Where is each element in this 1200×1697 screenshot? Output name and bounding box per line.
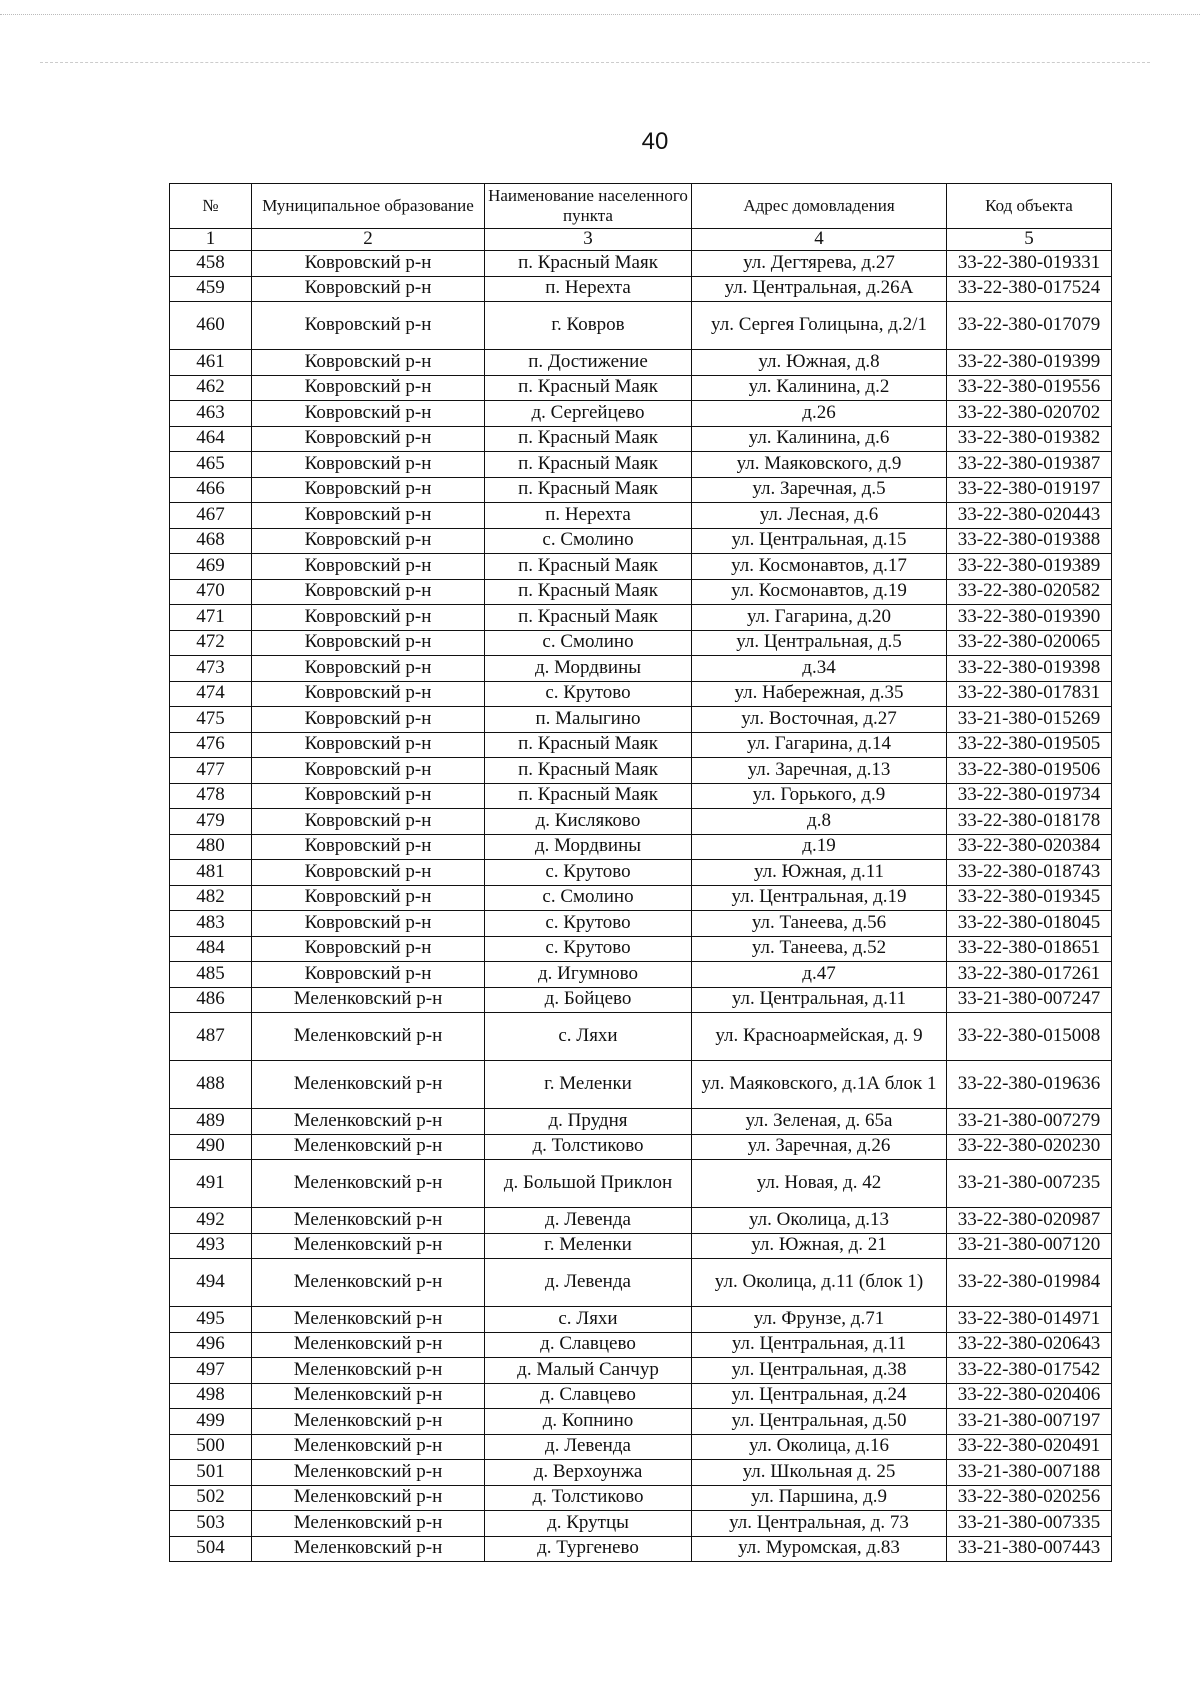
municipality-cell: Ковровский р-н [252, 350, 485, 376]
municipality-cell: Меленковский р-н [252, 1208, 485, 1234]
column-number: 1 [170, 229, 252, 251]
table-row [170, 860, 1112, 886]
table-row [170, 1208, 1112, 1234]
table-row [170, 681, 1112, 707]
row-number: 492 [170, 1208, 252, 1234]
municipality-cell: Меленковский р-н [252, 1460, 485, 1486]
settlement-cell: с. Смолино [485, 528, 692, 554]
header-settlement: Наименование населенного пункта [485, 184, 692, 229]
object-code-cell: 33-22-380-019399 [947, 350, 1112, 376]
settlement-cell: г. Меленки [485, 1061, 692, 1109]
page-number: 40 [641, 128, 669, 155]
address-cell: ул. Центральная, д.5 [692, 630, 947, 656]
object-code-cell: 33-22-380-020643 [947, 1332, 1112, 1358]
address-cell: ул. Танеева, д.52 [692, 936, 947, 962]
address-cell: ул. Центральная, д.50 [692, 1409, 947, 1435]
header-row [170, 184, 1112, 229]
object-code-cell: 33-22-380-019505 [947, 732, 1112, 758]
row-number: 474 [170, 681, 252, 707]
row-number: 483 [170, 911, 252, 937]
object-code-cell: 33-22-380-020443 [947, 503, 1112, 529]
address-cell: ул. Космонавтов, д.19 [692, 579, 947, 605]
table-row [170, 987, 1112, 1013]
row-number: 495 [170, 1307, 252, 1333]
row-number: 458 [170, 251, 252, 277]
settlement-cell: п. Красный Маяк [485, 251, 692, 277]
municipality-cell: Ковровский р-н [252, 707, 485, 733]
object-code-cell: 33-22-380-017079 [947, 302, 1112, 350]
address-cell: ул. Центральная, д.26А [692, 276, 947, 302]
address-cell: ул. Центральная, д.11 [692, 987, 947, 1013]
row-number: 486 [170, 987, 252, 1013]
municipality-cell: Ковровский р-н [252, 834, 485, 860]
table-row [170, 1013, 1112, 1061]
settlement-cell: д. Мордвины [485, 834, 692, 860]
row-number: 472 [170, 630, 252, 656]
address-cell: ул. Околица, д.13 [692, 1208, 947, 1234]
table-row [170, 732, 1112, 758]
object-code-cell: 33-22-380-019345 [947, 885, 1112, 911]
municipality-cell: Меленковский р-н [252, 1307, 485, 1333]
municipality-cell: Меленковский р-н [252, 1061, 485, 1109]
object-code-cell: 33-22-380-020384 [947, 834, 1112, 860]
table-row [170, 1358, 1112, 1384]
row-number: 502 [170, 1485, 252, 1511]
settlement-cell: п. Красный Маяк [485, 426, 692, 452]
header-municipality: Муниципальное образование [252, 184, 485, 229]
registry-table [169, 183, 1112, 1562]
address-cell: ул. Танеева, д.56 [692, 911, 947, 937]
row-number: 487 [170, 1013, 252, 1061]
row-number: 485 [170, 962, 252, 988]
object-code-cell: 33-21-380-007247 [947, 987, 1112, 1013]
settlement-cell: д. Крутцы [485, 1511, 692, 1537]
settlement-cell: п. Красный Маяк [485, 758, 692, 784]
header-address: Адрес домовладения [692, 184, 947, 229]
municipality-cell: Меленковский р-н [252, 1233, 485, 1259]
object-code-cell: 33-22-380-019636 [947, 1061, 1112, 1109]
address-cell: д.34 [692, 656, 947, 682]
municipality-cell: Ковровский р-н [252, 452, 485, 478]
settlement-cell: п. Нерехта [485, 503, 692, 529]
object-code-cell: 33-21-380-015269 [947, 707, 1112, 733]
row-number: 497 [170, 1358, 252, 1384]
table-row [170, 834, 1112, 860]
address-cell: ул. Маяковского, д.9 [692, 452, 947, 478]
table-row [170, 1536, 1112, 1562]
row-number: 481 [170, 860, 252, 886]
municipality-cell: Меленковский р-н [252, 1409, 485, 1435]
row-number: 464 [170, 426, 252, 452]
object-code-cell: 33-22-380-019390 [947, 605, 1112, 631]
municipality-cell: Ковровский р-н [252, 681, 485, 707]
municipality-cell: Ковровский р-н [252, 962, 485, 988]
settlement-cell: д. Славцево [485, 1332, 692, 1358]
municipality-cell: Меленковский р-н [252, 1332, 485, 1358]
municipality-cell: Ковровский р-н [252, 302, 485, 350]
object-code-cell: 33-21-380-007235 [947, 1160, 1112, 1208]
row-number: 491 [170, 1160, 252, 1208]
municipality-cell: Меленковский р-н [252, 1536, 485, 1562]
municipality-cell: Меленковский р-н [252, 1434, 485, 1460]
address-cell: ул. Маяковского, д.1А блок 1 [692, 1061, 947, 1109]
table-row [170, 1460, 1112, 1486]
settlement-cell: п. Нерехта [485, 276, 692, 302]
address-cell: ул. Дегтярева, д.27 [692, 251, 947, 277]
table-row [170, 1160, 1112, 1208]
settlement-cell: п. Красный Маяк [485, 732, 692, 758]
row-number: 484 [170, 936, 252, 962]
table-row [170, 452, 1112, 478]
settlement-cell: д. Большой Приклон [485, 1160, 692, 1208]
table-row [170, 375, 1112, 401]
settlement-cell: с. Смолино [485, 630, 692, 656]
table-row [170, 783, 1112, 809]
municipality-cell: Меленковский р-н [252, 1259, 485, 1307]
settlement-cell: п. Малыгино [485, 707, 692, 733]
address-cell: д.47 [692, 962, 947, 988]
municipality-cell: Меленковский р-н [252, 1013, 485, 1061]
address-cell: ул. Заречная, д.13 [692, 758, 947, 784]
municipality-cell: Меленковский р-н [252, 1160, 485, 1208]
row-number: 504 [170, 1536, 252, 1562]
row-number: 469 [170, 554, 252, 580]
table-row [170, 528, 1112, 554]
row-number: 460 [170, 302, 252, 350]
address-cell: ул. Южная, д.8 [692, 350, 947, 376]
address-cell: ул. Калинина, д.6 [692, 426, 947, 452]
settlement-cell: д. Верхоунжа [485, 1460, 692, 1486]
object-code-cell: 33-22-380-015008 [947, 1013, 1112, 1061]
settlement-cell: п. Красный Маяк [485, 375, 692, 401]
column-number: 2 [252, 229, 485, 251]
municipality-cell: Меленковский р-н [252, 1511, 485, 1537]
table-row [170, 605, 1112, 631]
object-code-cell: 33-22-380-019398 [947, 656, 1112, 682]
municipality-cell: Ковровский р-н [252, 911, 485, 937]
table-row [170, 1485, 1112, 1511]
object-code-cell: 33-21-380-007188 [947, 1460, 1112, 1486]
settlement-cell: д. Левенда [485, 1208, 692, 1234]
row-number: 488 [170, 1061, 252, 1109]
settlement-cell: п. Достижение [485, 350, 692, 376]
row-number: 503 [170, 1511, 252, 1537]
object-code-cell: 33-22-380-019388 [947, 528, 1112, 554]
row-number: 463 [170, 401, 252, 427]
table-row [170, 656, 1112, 682]
object-code-cell: 33-21-380-007443 [947, 1536, 1112, 1562]
settlement-cell: п. Красный Маяк [485, 783, 692, 809]
table-row [170, 503, 1112, 529]
address-cell: ул. Зеленая, д. 65а [692, 1109, 947, 1135]
table-row [170, 707, 1112, 733]
scan-artifact-line [40, 62, 1150, 64]
municipality-cell: Ковровский р-н [252, 426, 485, 452]
object-code-cell: 33-22-380-020491 [947, 1434, 1112, 1460]
settlement-cell: г. Ковров [485, 302, 692, 350]
address-cell: ул. Лесная, д.6 [692, 503, 947, 529]
object-code-cell: 33-22-380-019382 [947, 426, 1112, 452]
settlement-cell: д. Кисляково [485, 809, 692, 835]
row-number: 466 [170, 477, 252, 503]
address-cell: ул. Новая, д. 42 [692, 1160, 947, 1208]
row-number: 496 [170, 1332, 252, 1358]
settlement-cell: д. Левенда [485, 1259, 692, 1307]
object-code-cell: 33-22-380-019506 [947, 758, 1112, 784]
object-code-cell: 33-22-380-017261 [947, 962, 1112, 988]
object-code-cell: 33-22-380-019984 [947, 1259, 1112, 1307]
municipality-cell: Ковровский р-н [252, 401, 485, 427]
settlement-cell: п. Красный Маяк [485, 605, 692, 631]
object-code-cell: 33-22-380-019389 [947, 554, 1112, 580]
object-code-cell: 33-21-380-007279 [947, 1109, 1112, 1135]
object-code-cell: 33-22-380-019387 [947, 452, 1112, 478]
row-number: 459 [170, 276, 252, 302]
address-cell: ул. Околица, д.11 (блок 1) [692, 1259, 947, 1307]
settlement-cell: с. Крутово [485, 860, 692, 886]
municipality-cell: Ковровский р-н [252, 630, 485, 656]
address-cell: ул. Школьная д. 25 [692, 1460, 947, 1486]
row-number: 500 [170, 1434, 252, 1460]
municipality-cell: Меленковский р-н [252, 1134, 485, 1160]
object-code-cell: 33-22-380-018651 [947, 936, 1112, 962]
municipality-cell: Ковровский р-н [252, 936, 485, 962]
object-code-cell: 33-22-380-019197 [947, 477, 1112, 503]
table-row [170, 911, 1112, 937]
row-number: 465 [170, 452, 252, 478]
object-code-cell: 33-22-380-020065 [947, 630, 1112, 656]
table-row [170, 809, 1112, 835]
municipality-cell: Ковровский р-н [252, 554, 485, 580]
municipality-cell: Ковровский р-н [252, 758, 485, 784]
row-number: 494 [170, 1259, 252, 1307]
table-row [170, 1434, 1112, 1460]
table-row [170, 936, 1112, 962]
settlement-cell: с. Ляхи [485, 1307, 692, 1333]
address-cell: ул. Центральная, д.11 [692, 1332, 947, 1358]
object-code-cell: 33-22-380-020256 [947, 1485, 1112, 1511]
address-cell: ул. Южная, д.11 [692, 860, 947, 886]
object-code-cell: 33-22-380-019331 [947, 251, 1112, 277]
table-row [170, 477, 1112, 503]
table-row [170, 554, 1112, 580]
object-code-cell: 33-22-380-018178 [947, 809, 1112, 835]
table-body [170, 251, 1112, 1562]
settlement-cell: д. Толстиково [485, 1485, 692, 1511]
object-code-cell: 33-22-380-019734 [947, 783, 1112, 809]
row-number: 480 [170, 834, 252, 860]
address-cell: ул. Восточная, д.27 [692, 707, 947, 733]
address-cell: ул. Сергея Голицына, д.2/1 [692, 302, 947, 350]
object-code-cell: 33-21-380-007120 [947, 1233, 1112, 1259]
table-row [170, 1307, 1112, 1333]
municipality-cell: Ковровский р-н [252, 860, 485, 886]
object-code-cell: 33-22-380-020582 [947, 579, 1112, 605]
table-row [170, 579, 1112, 605]
row-number: 501 [170, 1460, 252, 1486]
settlement-cell: д. Копнино [485, 1409, 692, 1435]
municipality-cell: Ковровский р-н [252, 605, 485, 631]
row-number: 462 [170, 375, 252, 401]
settlement-cell: г. Меленки [485, 1233, 692, 1259]
object-code-cell: 33-22-380-019556 [947, 375, 1112, 401]
municipality-cell: Ковровский р-н [252, 732, 485, 758]
municipality-cell: Ковровский р-н [252, 656, 485, 682]
settlement-cell: д. Игумново [485, 962, 692, 988]
row-number: 478 [170, 783, 252, 809]
row-number: 468 [170, 528, 252, 554]
table-row [170, 1511, 1112, 1537]
municipality-cell: Ковровский р-н [252, 885, 485, 911]
table-row [170, 1332, 1112, 1358]
municipality-cell: Ковровский р-н [252, 528, 485, 554]
municipality-cell: Ковровский р-н [252, 809, 485, 835]
header-object-code: Код объекта [947, 184, 1112, 229]
column-number: 5 [947, 229, 1112, 251]
address-cell: ул. Калинина, д.2 [692, 375, 947, 401]
settlement-cell: с. Крутово [485, 681, 692, 707]
municipality-cell: Меленковский р-н [252, 987, 485, 1013]
object-code-cell: 33-22-380-017831 [947, 681, 1112, 707]
object-code-cell: 33-22-380-017542 [947, 1358, 1112, 1384]
address-cell: ул. Набережная, д.35 [692, 681, 947, 707]
table-row [170, 1383, 1112, 1409]
row-number: 482 [170, 885, 252, 911]
object-code-cell: 33-21-380-007197 [947, 1409, 1112, 1435]
row-number: 461 [170, 350, 252, 376]
settlement-cell: д. Славцево [485, 1383, 692, 1409]
settlement-cell: с. Крутово [485, 911, 692, 937]
address-cell: ул. Центральная, д. 73 [692, 1511, 947, 1537]
settlement-cell: д. Прудня [485, 1109, 692, 1135]
address-cell: ул. Центральная, д.15 [692, 528, 947, 554]
address-cell: ул. Центральная, д.24 [692, 1383, 947, 1409]
settlement-cell: д. Толстиково [485, 1134, 692, 1160]
object-code-cell: 33-22-380-020406 [947, 1383, 1112, 1409]
table-row [170, 1233, 1112, 1259]
municipality-cell: Ковровский р-н [252, 503, 485, 529]
settlement-cell: с. Ляхи [485, 1013, 692, 1061]
table-row [170, 1409, 1112, 1435]
row-number: 471 [170, 605, 252, 631]
table-row [170, 1061, 1112, 1109]
settlement-cell: п. Красный Маяк [485, 477, 692, 503]
settlement-cell: п. Красный Маяк [485, 452, 692, 478]
address-cell: ул. Центральная, д.19 [692, 885, 947, 911]
address-cell: ул. Муромская, д.83 [692, 1536, 947, 1562]
table-row [170, 350, 1112, 376]
column-number: 3 [485, 229, 692, 251]
table-row [170, 426, 1112, 452]
address-cell: д.26 [692, 401, 947, 427]
row-number: 498 [170, 1383, 252, 1409]
municipality-cell: Меленковский р-н [252, 1358, 485, 1384]
table-row [170, 401, 1112, 427]
municipality-cell: Ковровский р-н [252, 579, 485, 605]
address-cell: ул. Горького, д.9 [692, 783, 947, 809]
table-row [170, 1134, 1112, 1160]
row-number: 490 [170, 1134, 252, 1160]
address-cell: ул. Заречная, д.26 [692, 1134, 947, 1160]
address-cell: ул. Южная, д. 21 [692, 1233, 947, 1259]
row-number: 475 [170, 707, 252, 733]
municipality-cell: Меленковский р-н [252, 1109, 485, 1135]
row-number: 467 [170, 503, 252, 529]
address-cell: ул. Гагарина, д.20 [692, 605, 947, 631]
address-cell: д.8 [692, 809, 947, 835]
settlement-cell: п. Красный Маяк [485, 554, 692, 580]
column-number: 4 [692, 229, 947, 251]
row-number: 499 [170, 1409, 252, 1435]
object-code-cell: 33-22-380-018743 [947, 860, 1112, 886]
row-number: 477 [170, 758, 252, 784]
settlement-cell: д. Тургенево [485, 1536, 692, 1562]
table-row [170, 276, 1112, 302]
address-cell: д.19 [692, 834, 947, 860]
column-number-row [170, 229, 1112, 251]
table-row [170, 302, 1112, 350]
table-row [170, 962, 1112, 988]
table-row [170, 1109, 1112, 1135]
row-number: 489 [170, 1109, 252, 1135]
settlement-cell: д. Малый Санчур [485, 1358, 692, 1384]
object-code-cell: 33-22-380-020702 [947, 401, 1112, 427]
municipality-cell: Ковровский р-н [252, 276, 485, 302]
municipality-cell: Ковровский р-н [252, 375, 485, 401]
object-code-cell: 33-22-380-020230 [947, 1134, 1112, 1160]
municipality-cell: Меленковский р-н [252, 1485, 485, 1511]
table-row [170, 885, 1112, 911]
header-number: № [170, 184, 252, 229]
settlement-cell: с. Крутово [485, 936, 692, 962]
object-code-cell: 33-22-380-020987 [947, 1208, 1112, 1234]
address-cell: ул. Гагарина, д.14 [692, 732, 947, 758]
table-row [170, 758, 1112, 784]
municipality-cell: Ковровский р-н [252, 251, 485, 277]
table-row [170, 1259, 1112, 1307]
row-number: 476 [170, 732, 252, 758]
table-row [170, 251, 1112, 277]
address-cell: ул. Паршина, д.9 [692, 1485, 947, 1511]
row-number: 479 [170, 809, 252, 835]
settlement-cell: д. Бойцево [485, 987, 692, 1013]
settlement-cell: п. Красный Маяк [485, 579, 692, 605]
row-number: 473 [170, 656, 252, 682]
address-cell: ул. Заречная, д.5 [692, 477, 947, 503]
settlement-cell: д. Сергейцево [485, 401, 692, 427]
object-code-cell: 33-22-380-017524 [947, 276, 1112, 302]
table-row [170, 630, 1112, 656]
object-code-cell: 33-21-380-007335 [947, 1511, 1112, 1537]
address-cell: ул. Фрунзе, д.71 [692, 1307, 947, 1333]
row-number: 493 [170, 1233, 252, 1259]
scan-artifact-top [0, 14, 1200, 16]
municipality-cell: Ковровский р-н [252, 477, 485, 503]
address-cell: ул. Центральная, д.38 [692, 1358, 947, 1384]
address-cell: ул. Красноармейская, д. 9 [692, 1013, 947, 1061]
row-number: 470 [170, 579, 252, 605]
object-code-cell: 33-22-380-014971 [947, 1307, 1112, 1333]
object-code-cell: 33-22-380-018045 [947, 911, 1112, 937]
municipality-cell: Ковровский р-н [252, 783, 485, 809]
address-cell: ул. Околица, д.16 [692, 1434, 947, 1460]
municipality-cell: Меленковский р-н [252, 1383, 485, 1409]
settlement-cell: д. Мордвины [485, 656, 692, 682]
address-cell: ул. Космонавтов, д.17 [692, 554, 947, 580]
settlement-cell: с. Смолино [485, 885, 692, 911]
settlement-cell: д. Левенда [485, 1434, 692, 1460]
